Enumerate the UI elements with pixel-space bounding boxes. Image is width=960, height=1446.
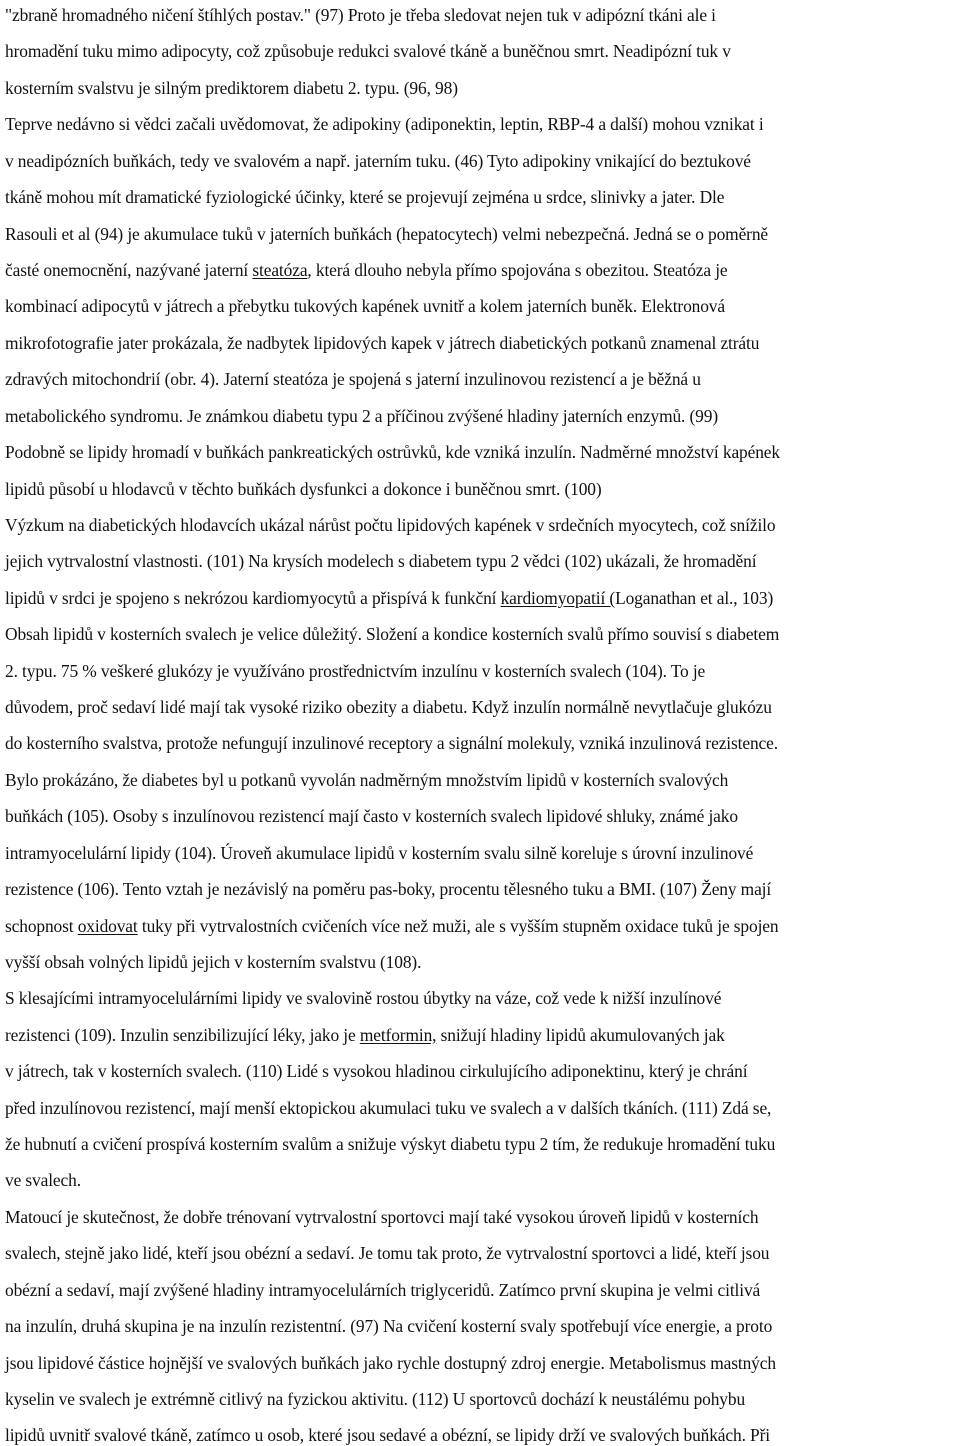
text-line [5, 77, 458, 99]
text-line [5, 805, 738, 827]
text-line [5, 987, 721, 1009]
text-line [5, 186, 724, 208]
text-segment: , která dlouho nebyla přímo spojována s obezitou. Steatóza je [307, 259, 728, 280]
text-segment: jejich vytrvalostní vlastnosti. (101) Na krysích modelech s diabetem typu 2 vědci (102) ukázali, že hromadění [5, 551, 757, 572]
text-line [5, 550, 756, 572]
text-line [5, 441, 780, 463]
text-line [5, 878, 771, 900]
text-line [5, 951, 421, 973]
text-line [5, 769, 728, 791]
text-line [5, 1388, 745, 1410]
text-line [5, 1024, 725, 1046]
text-segment: schopnost [5, 915, 78, 936]
text-line [5, 915, 778, 937]
text-line [5, 587, 773, 609]
text-segment: buňkách (105). Osoby s inzulínovou rezistencí mají často v kosterních svalech lipidové shluky, známé jako [5, 806, 738, 827]
text-line [5, 368, 701, 390]
text-segment: S klesajícími intramyocelulárními lipidy ve svalovině rostou úbytky na váze, což vede k nižší inzulínové [5, 988, 722, 1009]
text-line [5, 1206, 758, 1228]
text-line [5, 1133, 775, 1155]
text-line [5, 696, 772, 718]
underlined-term: kardiomyopatií ( [500, 587, 616, 608]
text-segment: důvodem, proč sedaví lidé mají tak vysoké riziko obezity a diabetu. Když inzulín normálně nevytlačuje glukózu [5, 697, 772, 717]
text-segment: obézní a sedaví, mají zvýšené hladiny intramyocelulárních triglyceridů. Zatímco první skupina je velmi citlivá [5, 1279, 761, 1300]
text-segment: intramyocelulární lipidy (104). Úroveň akumulace lipidů v kosterním svalu silně koreluje s úrovní inzulinové [5, 842, 754, 863]
text-segment: lipidů uvnitř svalové tkáně, zatímco u osob, které jsou sedavé a obézní, se lipidy drží ve svalových buňkách. Při [5, 1425, 770, 1446]
text-line [5, 4, 716, 26]
text-line [5, 295, 725, 317]
text-segment: mikrofotografie jater prokázala, že nadbytek lipidových kapek v játrech diabetických potkanů znamenal ztrátu [5, 332, 760, 353]
text-segment: Obsah lipidů v kosterních svalech je velice důležitý. Složení a kondice kosterních svalů přímo souvisí s diabetem [5, 624, 780, 645]
text-segment: na inzulín, druhá skupina je na inzulín rezistentní. (97) Na cvičení kosterní svaly spotřebují více energie, a proto [5, 1316, 773, 1337]
text-segment: před inzulínovou rezistencí, mají menší ektopickou akumulaci tuku ve svalech a v dalších tkáních. (111) Zdá se, [5, 1097, 772, 1118]
text-line [5, 1242, 769, 1264]
text-segment: tkáně mohou mít dramatické fyziologické účinky, které se projevují zejména u srdce, slinivky a jater. Dle [5, 187, 725, 208]
text-line [5, 660, 705, 682]
text-line [5, 259, 728, 281]
text-segment: kombinací adipocytů v játrech a přebytku tukových kapének uvnitř a kolem jaterních buněk. Elektronová [5, 296, 725, 317]
text-line [5, 223, 768, 245]
text-segment: vyšší obsah volných lipidů jejich v kosterním svalstvu (108). [5, 951, 422, 972]
text-line [5, 332, 759, 354]
text-line [5, 150, 751, 172]
text-segment: jsou lipidové částice hojnější ve svalových buňkách jako rychle dostupný zdroj energie. Metabolismus mastných [5, 1352, 776, 1373]
text-segment: metabolického syndromu. Je známkou diabetu typu 2 a příčinou zvýšené hladiny jaterních enzymů. (99) [5, 405, 719, 426]
text-segment: Teprve nedávno si vědci začali uvědomovat, že adipokiny (adiponektin, leptin, RBP-4 a další) mohou vznikat i [5, 114, 764, 135]
text-segment: svalech, stejně jako lidé, kteří jsou obézní a sedaví. Je tomu tak proto, že vytrvalostní sportovci a lidé, kteří jsou [5, 1243, 770, 1264]
text-segment: že hubnutí a cvičení prospívá kosterním svalům a snižuje výskyt diabetu typu 2 tím, že redukuje hromadění tuku [5, 1134, 776, 1154]
text-segment: do kosterního svalstva, protože nefungují inzulinové receptory a signální molekuly, vzniká inzulinová rezistence. [5, 733, 778, 754]
text-segment: Výzkum na diabetických hlodavcích ukázal nárůst počtu lipidových kapének v srdečních myocytech, což snížilo [5, 514, 776, 535]
text-line [5, 478, 602, 500]
underlined-term: steatóza [252, 259, 308, 280]
text-segment: rezistenci (109). Inzulin senzibilizující léky, jako je [5, 1024, 360, 1045]
text-segment: v neadipózních buňkách, tedy ve svalovém a např. jaterním tuku. (46) Tyto adipokiny vnikající do beztukové [5, 150, 751, 171]
text-line [5, 1315, 772, 1337]
text-line [5, 623, 779, 645]
text-line [5, 1352, 776, 1374]
text-segment: lipidů v srdci je spojeno s nekrózou kardiomyocytů a přispívá k funkční [5, 587, 501, 608]
text-segment: Loganathan et al., 103) [615, 587, 774, 608]
text-line [5, 113, 764, 135]
text-segment: Bylo prokázáno, že diabetes byl u potkanů vyvolán nadměrným množstvím lipidů v kosterních svalových [5, 769, 729, 790]
text-segment: kosterním svalstvu je silným prediktorem diabetu 2. typu. (96, 98) [5, 77, 458, 98]
text-segment: tuky při vytrvalostních cvičeních více než muži, ale s vyšším stupněm oxidace tuků je spojen [137, 915, 779, 936]
underlined-term: oxidovat [77, 915, 138, 936]
text-line [5, 1279, 760, 1301]
underlined-term: metformin, [359, 1024, 437, 1045]
text-line [5, 1424, 770, 1446]
text-line [5, 1097, 771, 1119]
text-segment: Matoucí je skutečnost, že dobře trénovaní vytrvalostní sportovci mají také vysokou úroveň lipidů v kosterních [5, 1206, 759, 1227]
text-segment: časté onemocnění, nazývané jaterní [5, 259, 253, 280]
text-line [5, 842, 753, 864]
text-segment: v játrech, tak v kosterních svalech. (110) Lidé s vysokou hladinou cirkulujícího adiponektinu, který je chrání [5, 1061, 748, 1082]
text-segment: kyselin ve svalech je extrémně citlivý na fyzickou aktivitu. (112) U sportovců dochází k neustálému pohybu [5, 1389, 746, 1409]
text-line [5, 1169, 81, 1191]
text-segment: Rasouli et al (94) je akumulace tuků v jaterních buňkách (hepatocytech) velmi nebezpečná. Jedná se o poměrně [5, 223, 769, 244]
text-segment: rezistence (106). Tento vztah je nezávislý na poměru pas-boky, procentu tělesného tuku a BMI. (107) Ženy mají [5, 879, 772, 900]
text-segment: snižují hladiny lipidů akumulovaných jak [436, 1024, 725, 1045]
text-line [5, 405, 718, 427]
text-segment: lipidů působí u hlodavců v těchto buňkách dysfunkci a dokonce i buněčnou smrt. (100) [5, 478, 602, 499]
text-line [5, 732, 778, 754]
text-segment: "zbraně hromadného ničení štíhlých postav." (97) Proto je třeba sledovat nejen tuk v adipózní tkáni ale i [5, 5, 716, 25]
text-segment: hromadění tuku mimo adipocyty, což způsobuje redukci svalové tkáně a buněčnou smrt. Neadipózní tuk v [5, 41, 731, 62]
text-line [5, 514, 775, 536]
text-segment: ve svalech. [5, 1170, 81, 1191]
text-line [5, 40, 731, 62]
text-line [5, 1060, 747, 1082]
text-segment: 2. typu. 75 % veškeré glukózy je využíváno prostřednictvím inzulínu v kosterních svalech (104). To je [5, 660, 706, 681]
text-segment: zdravých mitochondrií (obr. 4). Jaterní steatóza je spojená s jaterní inzulinovou rezistencí a je běžná u [5, 369, 701, 390]
text-segment: Podobně se lipidy hromadí v buňkách pankreatických ostrůvků, kde vzniká inzulín. Nadměrné množství kapének [5, 442, 780, 462]
